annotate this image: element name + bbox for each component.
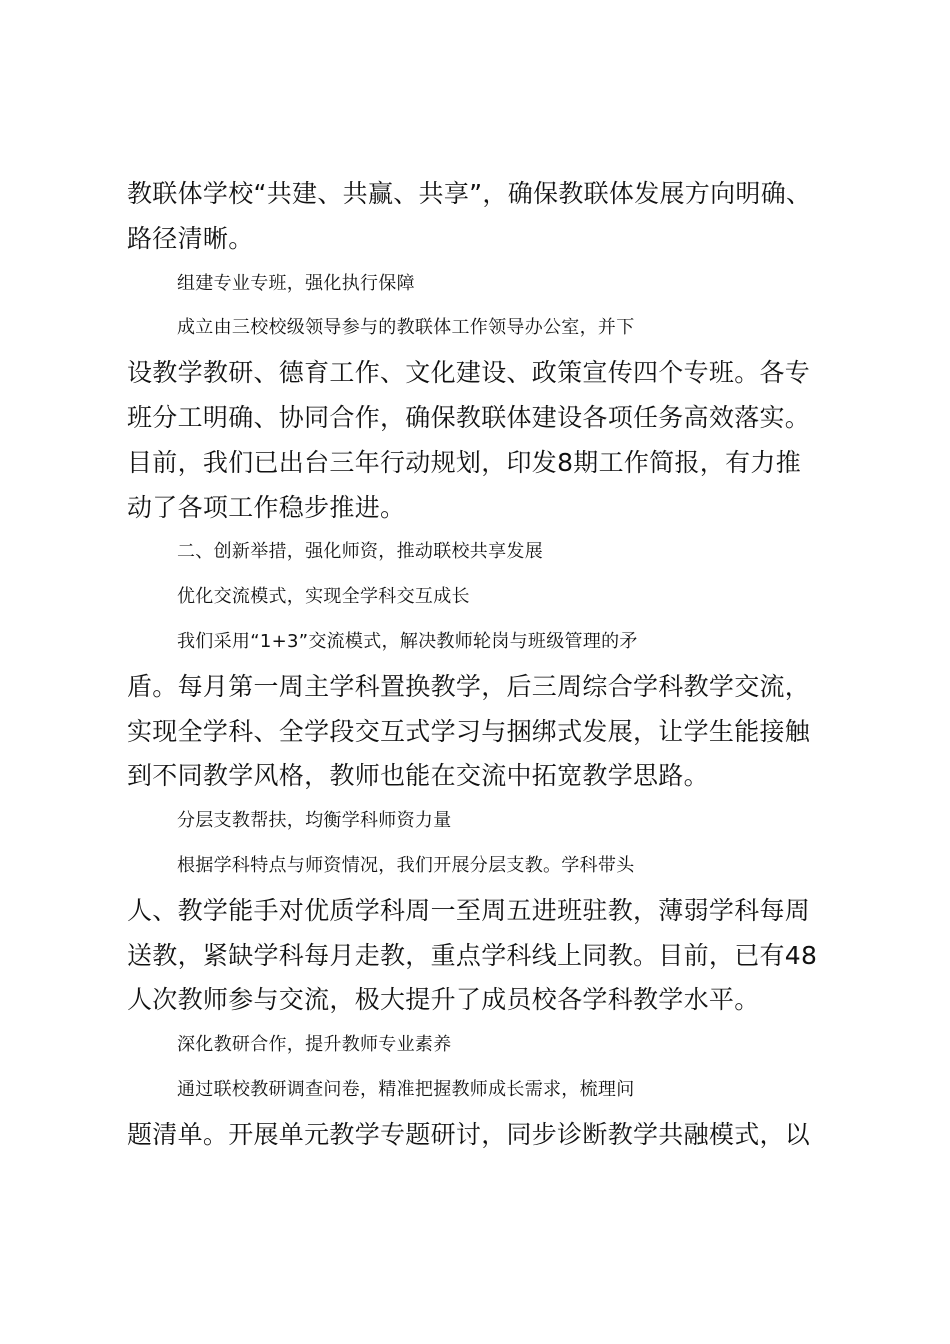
text-line: 目前，我们已出台三年行动规划，印发8期工作简报，有力推 — [127, 447, 802, 477]
text-line: 实现全学科、全学段交互式学习与捆绑式发展，让学生能接触 — [127, 716, 811, 746]
text-line: 设教学教研、德育工作、文化建设、政策宣传四个专班。各专 — [127, 358, 811, 388]
text-line: 路径清晰。 — [127, 223, 254, 253]
text-line: 人次教师参与交流，极大提升了成员校各学科教学水平。 — [127, 985, 760, 1015]
document-page — [127, 172, 839, 1158]
section-heading: 深化教研合作，提升教师专业素养 — [177, 1034, 452, 1056]
text-line: 盾。每月第一周主学科置换教学，后三周综合学科教学交流， — [127, 671, 811, 701]
section-heading: 组建专业专班，强化执行保障 — [177, 272, 415, 294]
text-line: 通过联校教研调查问卷，精准把握教师成长需求，梳理问 — [177, 1078, 635, 1100]
text-line: 人、教学能手对优质学科周一至周五进班驻教，薄弱学科每周 — [127, 895, 811, 925]
text-line: 动了各项工作稳步推进。 — [127, 492, 406, 522]
text-line: 教联体学校“共建、共赢、共享”，确保教联体发展方向明确、 — [127, 179, 812, 208]
text-line: 成立由三校校级领导参与的教联体工作领导办公室，并下 — [177, 317, 635, 339]
text-line: 送教，紧缺学科每月走教，重点学科线上同教。目前，已有48 — [127, 940, 818, 970]
text-line: 到不同教学风格，教师也能在交流中拓宽教学思路。 — [127, 761, 709, 791]
section-heading: 分层支教帮扶，均衡学科师资力量 — [177, 810, 452, 832]
section-heading: 二、创新举措，强化师资，推动联校共享发展 — [177, 541, 543, 563]
text-line: 班分工明确、协同合作，确保教联体建设各项任务高效落实。 — [127, 402, 811, 432]
document-body — [127, 172, 839, 1158]
text-line: 根据学科特点与师资情况，我们开展分层支教。学科带头 — [177, 854, 635, 876]
text-line: 我们采用“1+3”交流模式，解决教师轮岗与班级管理的矛 — [177, 630, 638, 652]
text-line: 题清单。开展单元教学专题研讨，同步诊断教学共融模式，以 — [127, 1119, 811, 1149]
section-heading: 优化交流模式，实现全学科交互成长 — [177, 586, 470, 608]
